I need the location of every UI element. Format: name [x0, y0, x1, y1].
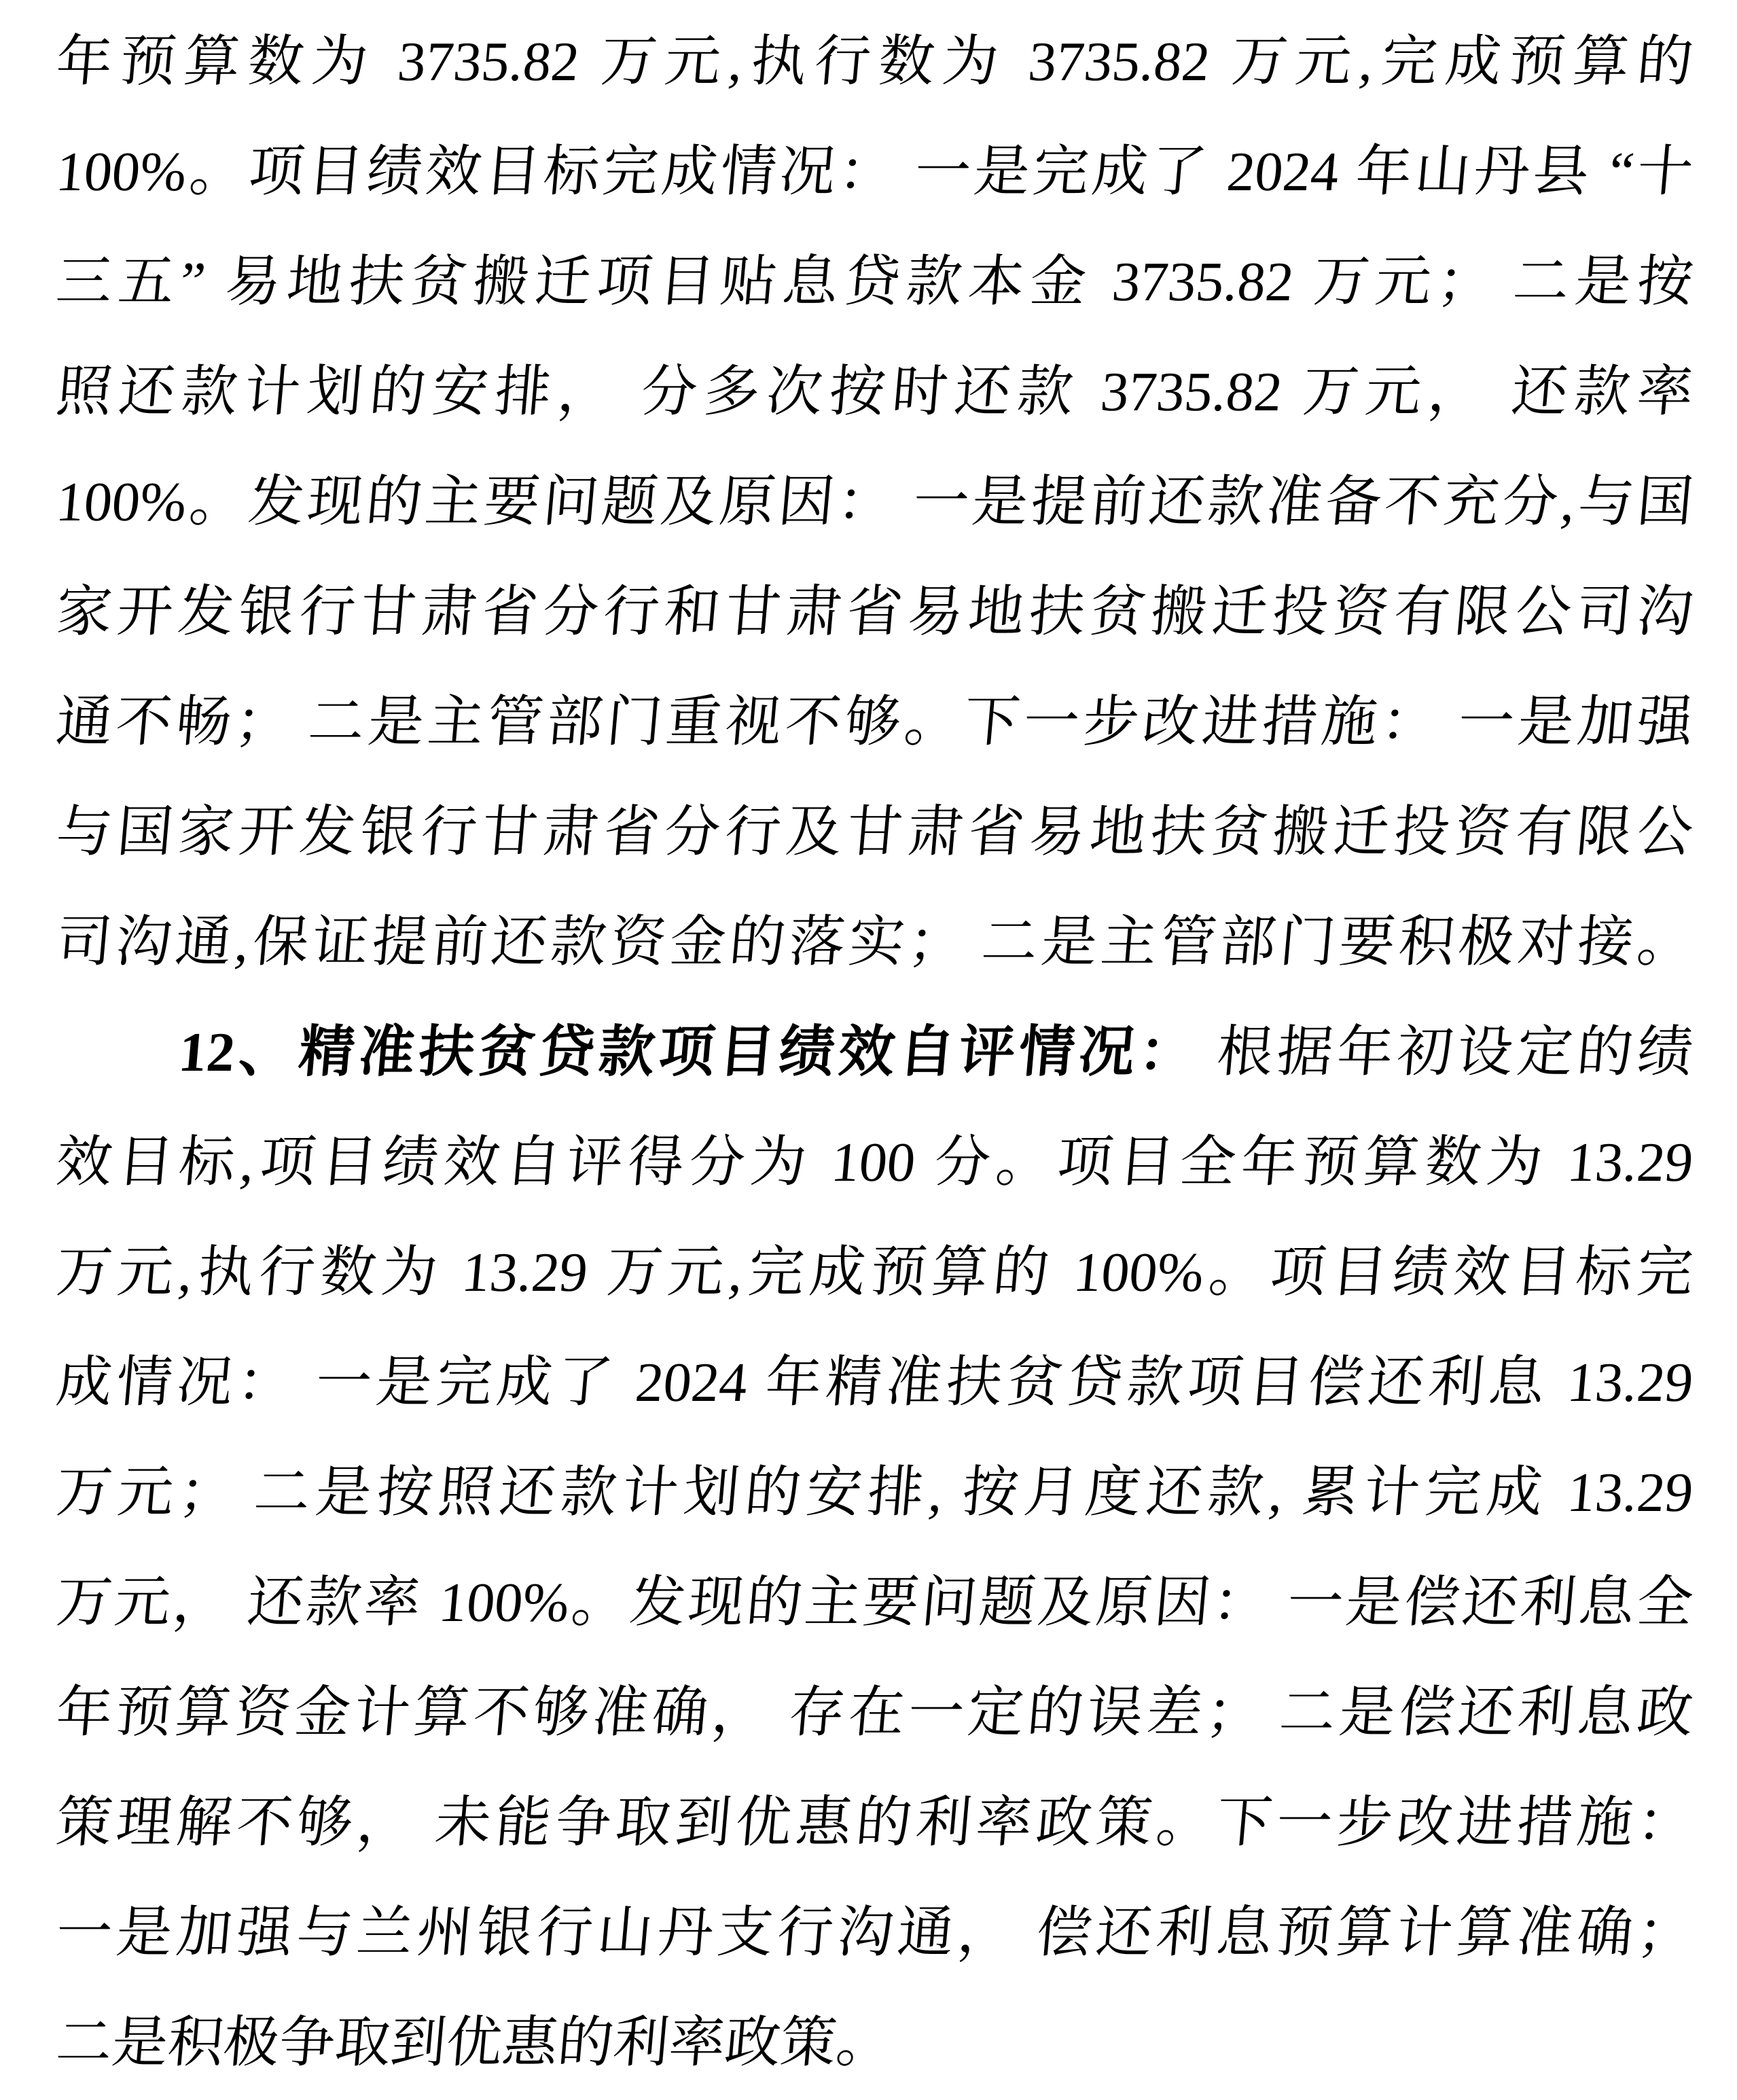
- text-segment-bold: 12、精准扶贫贷款项目绩效自评情况：: [176, 1021, 1202, 1083]
- text-line-9: [52, 887, 1698, 997]
- text-segment: 一是加强与兰州银行山丹支行沟通， 偿还利息预算计算准确；: [54, 1902, 1696, 1963]
- text-segment: 家开发银行甘肃省分行和甘肃省易地扶贫搬迁投资有限公司沟: [54, 581, 1696, 643]
- text-segment: 万元,执行数为 13.29 万元,完成预算的 100%。项目绩效目标完: [54, 1241, 1696, 1303]
- text-line-15: [52, 1548, 1698, 1658]
- text-segment: 100%。发现的主要问题及原因： 一是提前还款准备不充分,与国: [54, 471, 1696, 533]
- text-segment: 万元； 二是按照还款计划的安排, 按月度还款, 累计完成 13.29: [54, 1461, 1696, 1523]
- text-segment: 与国家开发银行甘肃省分行及甘肃省易地扶贫搬迁投资有限公: [54, 801, 1696, 863]
- text-line-14: [52, 1438, 1698, 1548]
- text-line-7: [52, 667, 1698, 777]
- text-line-16: [52, 1658, 1698, 1768]
- text-line-10: [52, 997, 1698, 1107]
- text-segment: 照还款计划的安排， 分多次按时还款 3735.82 万元， 还款率: [54, 361, 1696, 423]
- text-segment: 通不畅； 二是主管部门重视不够。下一步改进措施： 一是加强: [54, 691, 1696, 753]
- text-segment: 年预算数为 3735.82 万元,执行数为 3735.82 万元,完成预算的: [54, 31, 1696, 92]
- text-segment: 100%。项目绩效目标完成情况： 一是完成了 2024 年山丹县 “十: [54, 141, 1696, 202]
- text-line-8: [52, 777, 1698, 887]
- text-segment: 万元， 还款率 100%。发现的主要问题及原因： 一是偿还利息全: [54, 1571, 1696, 1633]
- text-segment: 二是积极争取到优惠的利率政策。: [54, 2012, 895, 2074]
- text-line-17: [52, 1768, 1698, 1878]
- text-segment: 效目标,项目绩效自评得分为 100 分。项目全年预算数为 13.29: [54, 1131, 1696, 1193]
- text-segment: 根据年初设定的绩: [1196, 1021, 1696, 1083]
- text-line-19: [52, 1988, 1698, 2098]
- text-line-5: [52, 447, 1698, 557]
- text-line-13: [52, 1328, 1698, 1438]
- text-line-3: [52, 227, 1698, 337]
- text-line-1: [52, 7, 1698, 117]
- text-segment: 成情况： 一是完成了 2024 年精准扶贫贷款项目偿还利息 13.29: [54, 1351, 1696, 1413]
- text-segment: 年预算资金计算不够准确， 存在一定的误差； 二是偿还利息政: [54, 1681, 1696, 1743]
- text-line-12: [52, 1217, 1698, 1328]
- text-segment: 三五” 易地扶贫搬迁项目贴息贷款本金 3735.82 万元； 二是按: [54, 251, 1696, 313]
- text-line-18: [52, 1878, 1698, 1988]
- text-line-11: [52, 1107, 1698, 1217]
- text-segment: 策理解不够， 未能争取到优惠的利率政策。下一步改进措施：: [54, 1792, 1696, 1853]
- text-line-2: [52, 117, 1698, 227]
- text-line-4: [52, 337, 1698, 447]
- text-segment: 司沟通,保证提前还款资金的落实； 二是主管部门要积极对接。: [54, 911, 1696, 973]
- text-line-6: [52, 557, 1698, 667]
